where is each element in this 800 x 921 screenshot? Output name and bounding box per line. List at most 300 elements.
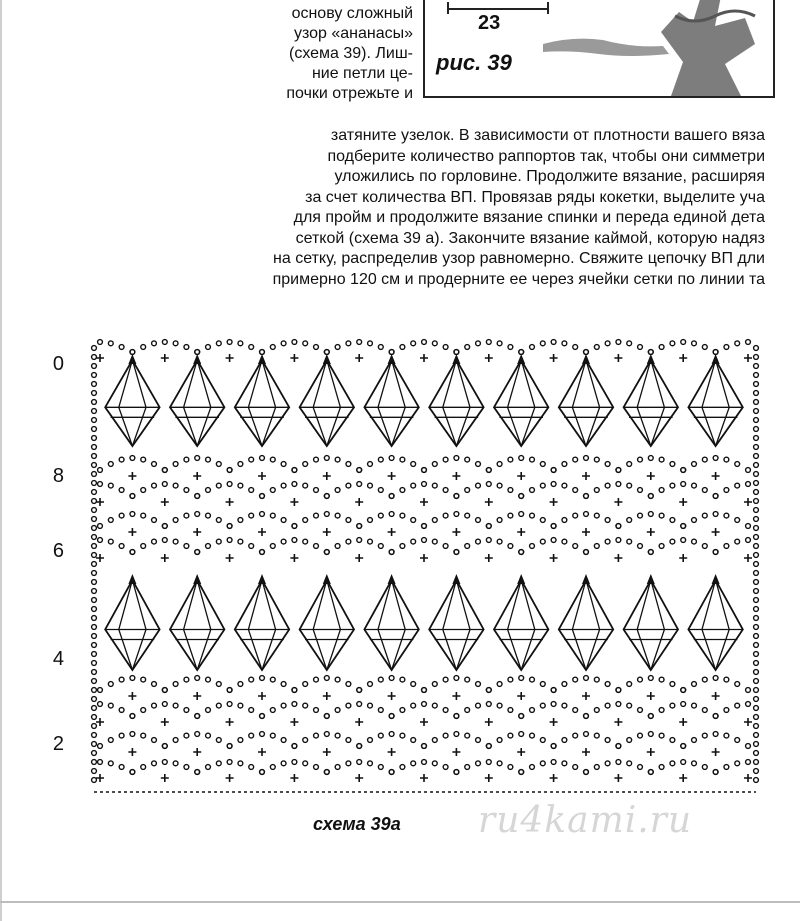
chain-stitch xyxy=(119,457,124,462)
single-crochet-mark xyxy=(582,472,590,480)
single-crochet-mark xyxy=(420,354,428,362)
chain-stitch xyxy=(411,738,416,743)
chain-stitch xyxy=(141,708,146,713)
chain-stitch xyxy=(260,512,265,517)
chain-stitch xyxy=(605,703,610,708)
chain-stitch xyxy=(335,457,340,462)
turning-chain xyxy=(754,598,759,603)
chain-stitch xyxy=(141,765,146,770)
chain-stitch xyxy=(378,677,383,682)
single-crochet-mark xyxy=(290,718,298,726)
turning-chain xyxy=(754,769,759,774)
chain-stitch xyxy=(216,462,221,467)
single-crochet-mark xyxy=(258,528,266,536)
chain-stitch xyxy=(443,488,448,493)
chain-stitch xyxy=(249,733,254,738)
turning-chain xyxy=(92,670,97,675)
chain-stitch xyxy=(357,482,362,487)
chain-stitch xyxy=(152,341,157,346)
chain-stitch xyxy=(130,676,135,681)
turning-chain xyxy=(754,715,759,720)
turning-chain xyxy=(92,634,97,639)
intro-line: (схема 39). Лиш- xyxy=(288,45,413,62)
chain-stitch xyxy=(389,676,394,681)
chain-stitch xyxy=(292,688,297,693)
chain-stitch xyxy=(476,703,481,708)
pineapple-tip xyxy=(193,354,201,364)
chain-stitch xyxy=(670,703,675,708)
chain-stitch xyxy=(130,714,135,719)
chain-stitch xyxy=(465,488,470,493)
chain-stitch xyxy=(562,738,567,743)
chain-stitch xyxy=(594,733,599,738)
turning-chain xyxy=(754,643,759,648)
single-crochet-mark xyxy=(614,718,622,726)
pineapple-motif xyxy=(235,580,289,670)
chain-stitch xyxy=(206,513,211,518)
chain-stitch xyxy=(249,513,254,518)
single-crochet-mark xyxy=(550,554,558,562)
chain-stitch xyxy=(659,513,664,518)
chain-stitch xyxy=(303,703,308,708)
chain-stitch xyxy=(422,468,427,473)
chain-stitch xyxy=(324,676,329,681)
chain-stitch xyxy=(270,488,275,493)
chain-stitch xyxy=(314,733,319,738)
chain-stitch xyxy=(465,765,470,770)
turning-chain xyxy=(754,742,759,747)
single-crochet-mark xyxy=(517,692,525,700)
chain-stitch xyxy=(627,462,632,467)
single-crochet-mark xyxy=(452,528,460,536)
chain-stitch xyxy=(98,744,103,749)
chain-stitch xyxy=(627,738,632,743)
chain-stitch xyxy=(195,550,200,555)
chain-stitch xyxy=(357,688,362,693)
pineapple-motif xyxy=(494,580,548,670)
turning-chain xyxy=(92,751,97,756)
chain-stitch xyxy=(562,539,567,544)
turning-chain xyxy=(92,616,97,621)
figure-39-box xyxy=(423,0,775,98)
chain-stitch xyxy=(713,494,718,499)
turning-chain xyxy=(92,481,97,486)
chain-stitch xyxy=(357,744,362,749)
turning-chain xyxy=(92,418,97,423)
pineapple-motif xyxy=(559,360,613,446)
turning-chain xyxy=(92,580,97,585)
chain-stitch xyxy=(465,513,470,518)
chain-stitch xyxy=(292,340,297,345)
chain-stitch xyxy=(746,688,751,693)
chain-stitch xyxy=(486,688,491,693)
chain-stitch xyxy=(735,682,740,687)
single-crochet-mark xyxy=(517,528,525,536)
turning-chain xyxy=(754,697,759,702)
chain-stitch xyxy=(368,518,373,523)
pineapple-crossbar xyxy=(494,407,548,417)
chain-stitch xyxy=(692,539,697,544)
chain-stitch xyxy=(724,457,729,462)
chain-stitch xyxy=(335,765,340,770)
row-label: 8 xyxy=(52,465,64,487)
chain-stitch xyxy=(443,733,448,738)
chain-stitch xyxy=(746,468,751,473)
chain-stitch xyxy=(270,544,275,549)
chain-stitch xyxy=(616,340,621,345)
chain-stitch xyxy=(486,482,491,487)
chain-stitch xyxy=(314,677,319,682)
chain-stitch xyxy=(692,703,697,708)
chain-stitch xyxy=(627,483,632,488)
chain-stitch xyxy=(411,539,416,544)
chain-stitch xyxy=(422,482,427,487)
chain-stitch xyxy=(335,677,340,682)
chain-stitch xyxy=(486,524,491,529)
turning-chain xyxy=(754,544,759,549)
single-crochet-mark xyxy=(420,718,428,726)
pineapple-tip xyxy=(128,574,136,584)
chain-stitch xyxy=(616,760,621,765)
chain-stitch xyxy=(98,688,103,693)
single-crochet-mark xyxy=(679,354,687,362)
single-crochet-mark xyxy=(226,554,234,562)
chain-stitch xyxy=(681,482,686,487)
pineapple-crossbar xyxy=(170,630,224,640)
pineapple-crossbar xyxy=(105,407,159,417)
single-crochet-mark xyxy=(517,748,525,756)
chain-stitch xyxy=(346,682,351,687)
chain-stitch xyxy=(638,457,643,462)
turning-chain xyxy=(92,724,97,729)
chain-stitch xyxy=(465,733,470,738)
chain-stitch xyxy=(432,703,437,708)
turning-chain xyxy=(92,589,97,594)
single-crochet-mark xyxy=(485,774,493,782)
single-crochet-mark xyxy=(550,718,558,726)
pineapple-tip xyxy=(323,354,331,364)
pineapple-tip xyxy=(712,354,720,364)
chain-stitch xyxy=(98,482,103,487)
chain-stitch xyxy=(335,345,340,350)
chain-stitch xyxy=(238,703,243,708)
chain-stitch xyxy=(249,677,254,682)
single-crochet-mark xyxy=(128,748,136,756)
pineapple-crossbar xyxy=(429,407,483,417)
chain-stitch xyxy=(454,456,459,461)
chain-stitch xyxy=(540,682,545,687)
chain-stitch xyxy=(260,732,265,737)
turning-chain xyxy=(754,391,759,396)
chain-stitch xyxy=(530,708,535,713)
single-crochet-mark xyxy=(647,692,655,700)
turning-chain xyxy=(92,778,97,783)
chain-stitch xyxy=(681,468,686,473)
single-crochet-mark xyxy=(420,554,428,562)
chain-stitch xyxy=(108,761,113,766)
chain-stitch xyxy=(378,733,383,738)
chain-stitch xyxy=(216,682,221,687)
intro-line: основу сложный xyxy=(291,5,413,22)
chain-stitch xyxy=(216,703,221,708)
chain-stitch xyxy=(519,512,524,517)
chain-stitch xyxy=(152,518,157,523)
chain-stitch xyxy=(540,483,545,488)
chain-stitch xyxy=(497,738,502,743)
chain-stitch xyxy=(584,494,589,499)
single-crochet-mark xyxy=(226,498,234,506)
chain-stitch xyxy=(260,714,265,719)
intro-line: почки отрежьте и xyxy=(286,85,413,102)
chain-stitch xyxy=(508,457,513,462)
chain-stitch xyxy=(378,765,383,770)
chain-stitch xyxy=(357,468,362,473)
chain-stitch xyxy=(422,340,427,345)
chain-stitch xyxy=(249,345,254,350)
chain-stitch xyxy=(184,708,189,713)
chain-stitch xyxy=(281,539,286,544)
chain-stitch xyxy=(324,350,329,355)
single-crochet-mark xyxy=(582,528,590,536)
chain-stitch xyxy=(260,494,265,499)
chain-stitch xyxy=(238,761,243,766)
chain-stitch xyxy=(173,539,178,544)
chain-stitch xyxy=(108,738,113,743)
chain-stitch xyxy=(400,488,405,493)
single-crochet-mark xyxy=(712,528,720,536)
chain-stitch xyxy=(130,350,135,355)
pineapple-motif xyxy=(170,360,224,446)
chain-stitch xyxy=(530,345,535,350)
chain-stitch xyxy=(605,761,610,766)
body-line: для пройм и продолжите вязание спинки и переда единой дета xyxy=(293,209,765,226)
chain-stitch xyxy=(746,524,751,529)
chain-stitch xyxy=(346,341,351,346)
chain-stitch xyxy=(519,550,524,555)
chain-stitch xyxy=(746,744,751,749)
turning-chain xyxy=(754,490,759,495)
turning-chain xyxy=(92,571,97,576)
chain-stitch xyxy=(713,512,718,517)
chain-stitch xyxy=(724,733,729,738)
turning-chain xyxy=(754,499,759,504)
single-crochet-mark xyxy=(614,354,622,362)
single-crochet-mark xyxy=(193,528,201,536)
chain-stitch xyxy=(443,513,448,518)
chain-stitch xyxy=(141,677,146,682)
chain-stitch xyxy=(648,456,653,461)
turning-chain xyxy=(754,535,759,540)
chain-stitch xyxy=(702,544,707,549)
chain-stitch xyxy=(195,456,200,461)
chain-stitch xyxy=(627,341,632,346)
chain-stitch xyxy=(702,488,707,493)
row-label: 4 xyxy=(52,648,64,670)
chain-stitch xyxy=(584,714,589,719)
chain-stitch xyxy=(238,539,243,544)
chain-stitch xyxy=(216,738,221,743)
chain-stitch xyxy=(292,538,297,543)
chain-stitch xyxy=(573,488,578,493)
chain-stitch xyxy=(670,539,675,544)
chain-stitch xyxy=(108,703,113,708)
chain-stitch xyxy=(594,513,599,518)
chain-stitch xyxy=(249,765,254,770)
chain-stitch xyxy=(346,462,351,467)
chain-stitch xyxy=(162,702,167,707)
chain-stitch xyxy=(702,765,707,770)
chain-stitch xyxy=(443,544,448,549)
chain-stitch xyxy=(702,345,707,350)
single-crochet-mark xyxy=(258,472,266,480)
turning-chain xyxy=(754,400,759,405)
body-line: уложились по горловине. Продолжите вязание, расширяя xyxy=(334,168,765,185)
chain-stitch xyxy=(735,518,740,523)
chain-stitch xyxy=(702,733,707,738)
chain-stitch xyxy=(746,340,751,345)
chain-stitch xyxy=(692,682,697,687)
chain-stitch xyxy=(530,677,535,682)
chain-stitch xyxy=(713,350,718,355)
single-crochet-mark xyxy=(388,472,396,480)
chain-stitch xyxy=(681,760,686,765)
chain-stitch xyxy=(108,518,113,523)
chain-stitch xyxy=(184,513,189,518)
pineapple-crossbar xyxy=(624,630,678,640)
turning-chain xyxy=(92,490,97,495)
chain-stitch xyxy=(659,345,664,350)
chain-stitch xyxy=(368,703,373,708)
single-crochet-mark xyxy=(355,498,363,506)
turning-chain xyxy=(754,724,759,729)
turning-chain xyxy=(754,571,759,576)
chain-stitch xyxy=(130,550,135,555)
chain-stitch xyxy=(292,482,297,487)
chain-stitch xyxy=(173,518,178,523)
chain-stitch xyxy=(238,462,243,467)
chain-stitch xyxy=(692,483,697,488)
chain-stitch xyxy=(346,738,351,743)
chain-stitch xyxy=(508,488,513,493)
chain-stitch xyxy=(562,341,567,346)
chain-stitch xyxy=(260,350,265,355)
chain-stitch xyxy=(162,538,167,543)
chain-stitch xyxy=(389,494,394,499)
chain-stitch xyxy=(119,488,124,493)
chain-stitch xyxy=(249,708,254,713)
single-crochet-mark xyxy=(485,354,493,362)
chain-stitch xyxy=(616,468,621,473)
pineapple-tip xyxy=(712,574,720,584)
chain-stitch xyxy=(173,341,178,346)
hand-shape xyxy=(543,39,669,56)
chain-stitch xyxy=(573,544,578,549)
chain-stitch xyxy=(357,760,362,765)
chain-stitch xyxy=(627,703,632,708)
chain-stitch xyxy=(162,482,167,487)
chain-stitch xyxy=(638,488,643,493)
single-crochet-mark xyxy=(679,718,687,726)
chain-stitch xyxy=(400,457,405,462)
pineapple-crossbar xyxy=(559,407,613,417)
chain-stitch xyxy=(184,677,189,682)
chain-stitch xyxy=(476,462,481,467)
turning-chain xyxy=(754,670,759,675)
single-crochet-mark xyxy=(679,554,687,562)
single-crochet-mark xyxy=(161,354,169,362)
chain-stitch xyxy=(519,456,524,461)
chain-stitch xyxy=(573,733,578,738)
chain-stitch xyxy=(713,456,718,461)
chain-stitch xyxy=(519,714,524,719)
figure-caption: рис. 39 xyxy=(436,50,512,75)
pineapple-crossbar xyxy=(105,630,159,640)
chain-stitch xyxy=(303,539,308,544)
chain-stitch xyxy=(573,457,578,462)
chain-stitch xyxy=(119,544,124,549)
chain-stitch xyxy=(195,770,200,775)
chain-stitch xyxy=(335,733,340,738)
chain-stitch xyxy=(152,483,157,488)
chain-stitch xyxy=(702,513,707,518)
chain-stitch xyxy=(184,765,189,770)
single-crochet-mark xyxy=(614,554,622,562)
single-crochet-mark xyxy=(355,354,363,362)
chain-stitch xyxy=(184,457,189,462)
pineapple-tip xyxy=(647,354,655,364)
chain-stitch xyxy=(422,760,427,765)
chain-stitch xyxy=(648,714,653,719)
chain-stitch xyxy=(724,544,729,549)
chain-stitch xyxy=(465,457,470,462)
chain-stitch xyxy=(443,677,448,682)
chain-stitch xyxy=(368,682,373,687)
chain-stitch xyxy=(141,544,146,549)
single-crochet-mark xyxy=(161,718,169,726)
chain-stitch xyxy=(378,457,383,462)
turning-chain xyxy=(92,382,97,387)
chain-stitch xyxy=(162,340,167,345)
chain-stitch xyxy=(454,512,459,517)
chain-stitch xyxy=(594,544,599,549)
chain-stitch xyxy=(173,703,178,708)
chain-stitch xyxy=(227,482,232,487)
single-crochet-mark xyxy=(744,774,752,782)
chain-stitch xyxy=(746,760,751,765)
chain-stitch xyxy=(648,676,653,681)
chain-stitch xyxy=(324,494,329,499)
chain-stitch xyxy=(206,345,211,350)
chain-stitch xyxy=(238,341,243,346)
chain-stitch xyxy=(108,682,113,687)
single-crochet-mark xyxy=(485,498,493,506)
chain-stitch xyxy=(368,738,373,743)
chain-stitch xyxy=(746,538,751,543)
pineapple-tip xyxy=(452,354,460,364)
chain-stitch xyxy=(389,456,394,461)
turning-chain xyxy=(754,436,759,441)
chain-stitch xyxy=(594,708,599,713)
pineapple-crossbar xyxy=(235,407,289,417)
pineapple-motif xyxy=(624,580,678,670)
chain-stitch xyxy=(368,483,373,488)
turning-chain xyxy=(754,580,759,585)
chain-stitch xyxy=(648,512,653,517)
chain-stitch xyxy=(573,765,578,770)
chain-stitch xyxy=(562,483,567,488)
chain-stitch xyxy=(357,340,362,345)
chain-stitch xyxy=(152,738,157,743)
